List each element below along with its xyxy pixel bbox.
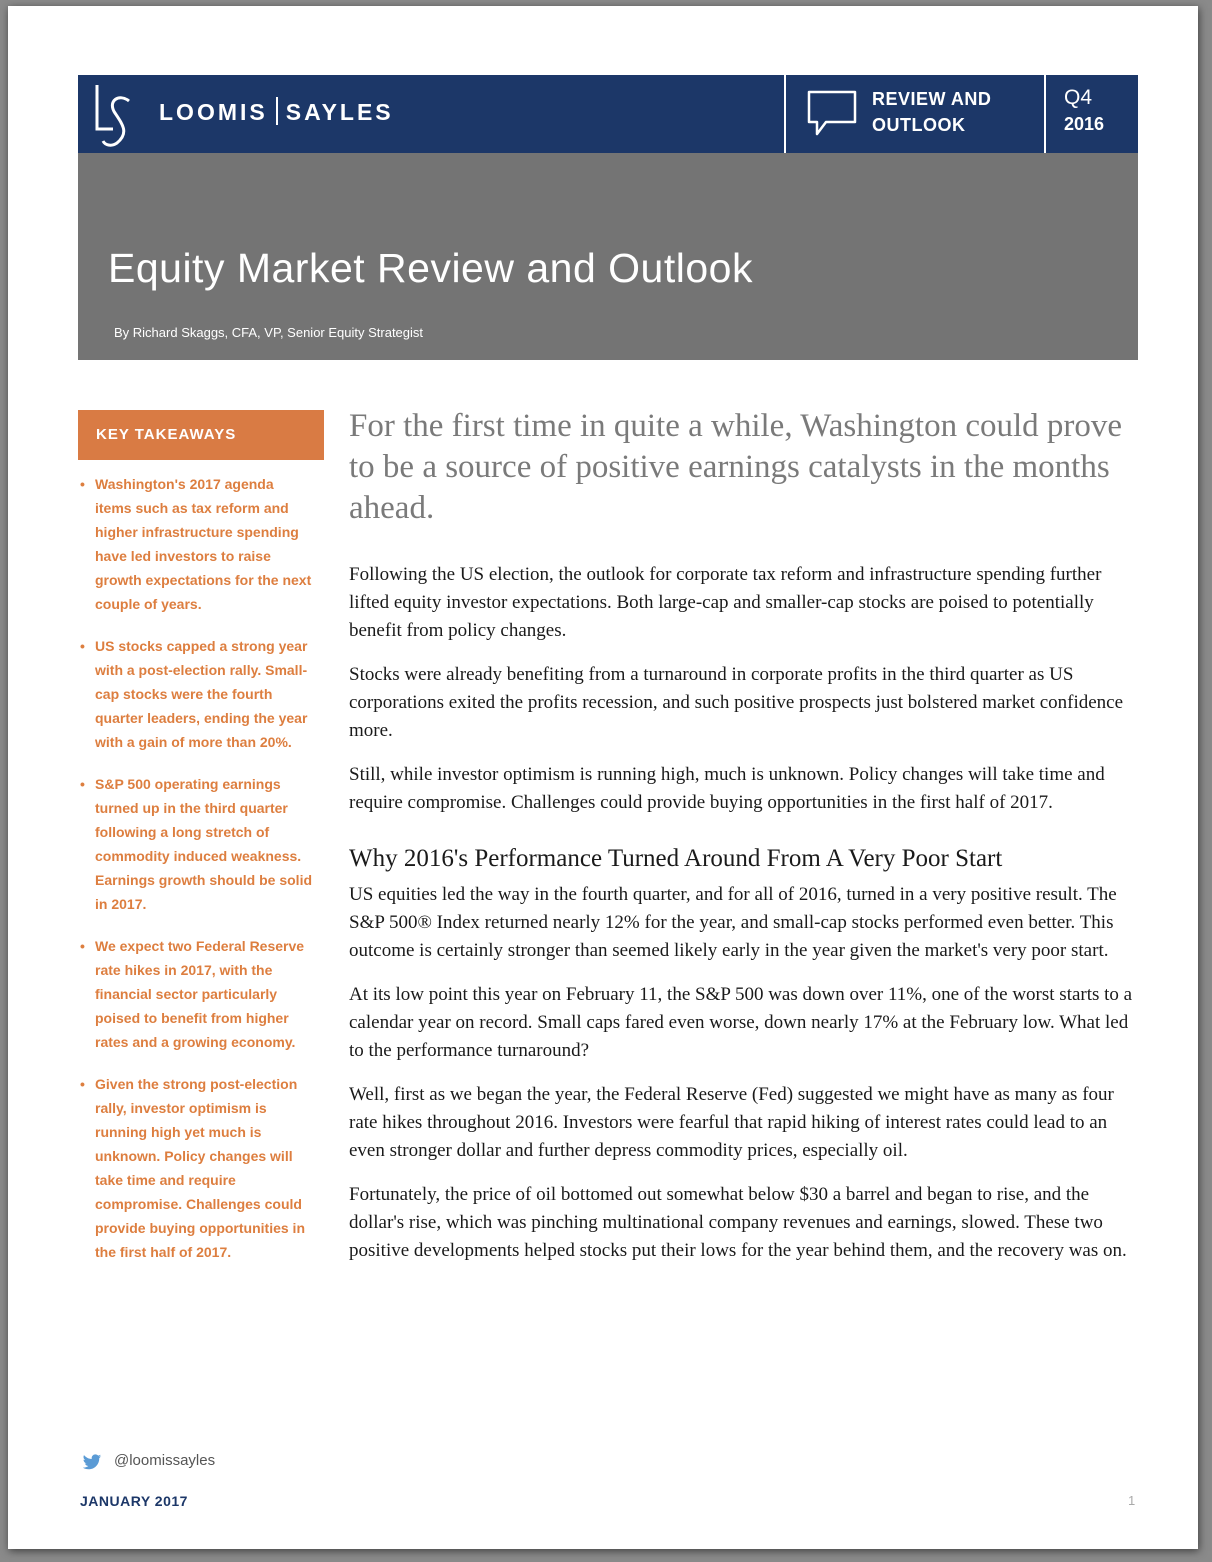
document-page (8, 6, 1198, 1549)
takeaway-item: • Washington's 2017 agenda items such as tax reform and higher infrastructure spending have led investors to raise growth expectations for the next couple of years. (78, 472, 314, 616)
ls-logo-icon (89, 79, 139, 156)
brand-logo (78, 75, 786, 153)
review-outlook-label (786, 75, 1046, 153)
quarter: Q4 (1064, 86, 1093, 109)
page-title: Equity Market Review and Outlook (108, 245, 753, 291)
body-paragraph: At its low point this year on February 11, the S&P 500 was down over 11%, one of the worst starts to a calendar year on record. Small caps fared even worse, down nearly 17% at the February low. What led to the performance turnaround? (349, 984, 1133, 1061)
takeaway-item: • US stocks capped a strong year with a post-election rally. Small-cap stocks were the fourth quarter leaders, ending the year with a gain of more than 20%. (78, 634, 314, 754)
byline: By Richard Skaggs, CFA, VP, Senior Equity Strategist (114, 325, 424, 340)
quarter-label (1046, 75, 1138, 153)
review-line-2: OUTLOOK (872, 115, 966, 135)
takeaway-item: • S&P 500 operating earnings turned up in the third quarter following a long stretch of commodity induced weakness. Earnings growth should be solid in 2017. (78, 772, 314, 916)
title-band (78, 153, 1138, 360)
body-paragraph: Fortunately, the price of oil bottomed out somewhat below $30 a barrel and began to rise, and the dollar's rise, which was pinching multinational company revenues and earnings, slowed. These two positive developments helped stocks put their lows for the year behind them, and the recovery was on. (349, 1184, 1127, 1261)
takeaway-item: • Given the strong post-election rally, investor optimism is running high yet much is unknown. Policy changes will take time and require compromise. Challenges could provide buying opportunities in the first half of 2017. (78, 1072, 314, 1264)
twitter-handle: @loomissayles (114, 1452, 216, 1469)
body-paragraph: Following the US election, the outlook for corporate tax reform and infrastructure spending further lifted equity investor expectations. Both large-cap and smaller-cap stocks are poised to potentially benefit from policy changes. (349, 564, 1102, 641)
brand-divider (276, 97, 278, 125)
page-number: 1 (1128, 1493, 1136, 1508)
brand-name-left: LOOMIS (159, 99, 268, 125)
main-column (349, 406, 1139, 1281)
takeaway-item: • We expect two Federal Reserve rate hikes in 2017, with the financial sector particularly poised to benefit from higher rates and a growing economy. (78, 934, 314, 1054)
footer-date: JANUARY 2017 (80, 1493, 188, 1509)
twitter-bird-icon (82, 1454, 102, 1476)
body-paragraph: Still, while investor optimism is running high, much is unknown. Policy changes will take time and require compromise. Challenges could provide buying opportunities in the first half of 2017. (349, 764, 1105, 813)
intro-pullquote: For the first time in quite a while, Washington could prove to be a source of positive earnings catalysts in the months ahead. (349, 408, 1123, 526)
key-takeaways-heading: KEY TAKEAWAYS (78, 410, 324, 460)
review-line-1: REVIEW AND (872, 89, 992, 109)
key-takeaways-list (78, 472, 314, 1282)
body-paragraph: US equities led the way in the fourth quarter, and for all of 2016, turned in a very positive result. The S&P 500® Index returned nearly 12% for the year, and small-cap stocks performed even better. This outcome is certainly stronger than seemed likely early in the year given the market's very poor start. (349, 884, 1117, 961)
section-heading: Why 2016's Performance Turned Around From A Very Poor Start (349, 845, 1003, 872)
body-paragraph: Stocks were already benefiting from a turnaround in corporate profits in the third quarter as US corporations exited the profits recession, and such positive prospects just bolstered market confidence more. (349, 664, 1124, 741)
brand-name-right: SAYLES (285, 99, 394, 125)
header-bar (78, 75, 1138, 153)
chat-bubble-icon (806, 89, 858, 144)
year: 2016 (1064, 114, 1105, 134)
brand-wordmark (159, 99, 394, 128)
body-paragraph: Well, first as we began the year, the Federal Reserve (Fed) suggested we might have as many as four rate hikes throughout 2016. Investors were fearful that rapid hiking of interest rates could lead to an even stronger dollar and further depress commodity prices, especially oil. (349, 1084, 1114, 1161)
